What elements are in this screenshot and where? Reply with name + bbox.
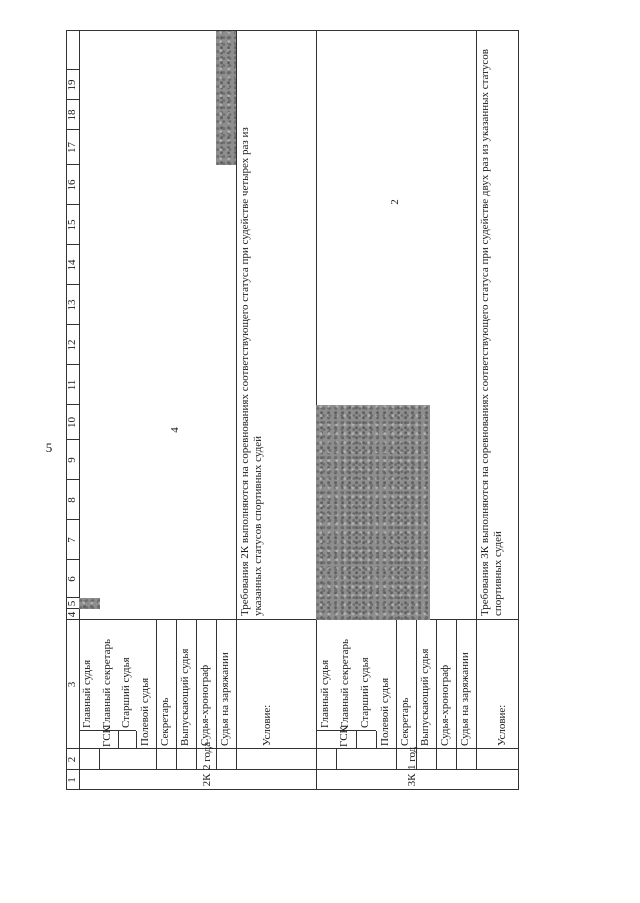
header-col13: 13 [66, 299, 78, 311]
header-col9: 9 [66, 457, 78, 463]
rule [356, 731, 357, 749]
rule [66, 748, 519, 749]
rotated-table-frame [66, 30, 519, 790]
role-release-judge: Выпускающий судья [179, 648, 191, 746]
level-3k: 3К [406, 773, 418, 787]
header-col19: 19 [66, 79, 78, 91]
rule [66, 30, 519, 31]
page-number: 5 [45, 440, 53, 455]
period-1-year: 1 год [406, 746, 418, 770]
required-count: 2 [389, 199, 401, 205]
role-chief-secretary: Главный секретарь [101, 639, 113, 728]
shaded-block [316, 405, 430, 620]
role-loading-judge: Судья на заряжании [459, 652, 471, 746]
header-col4: 4 [66, 611, 78, 618]
rule [476, 30, 477, 770]
header-col16: 16 [66, 179, 78, 191]
role-chief-secretary: Главный секретарь [339, 639, 351, 728]
gsk-label: ГСК [338, 726, 350, 747]
rule [66, 789, 519, 790]
role-chief-judge: Главный судья [81, 659, 93, 728]
role-chief-judge: Главный судья [319, 659, 331, 728]
rule [118, 731, 119, 749]
rule [99, 749, 100, 770]
rule [518, 30, 519, 790]
condition-text: Требования 3К выполняются на соревнованиях соответствующего статуса при судействе двух раз из указанных статусов спортивных судей [479, 49, 504, 616]
header-col8: 8 [66, 497, 78, 503]
rule [376, 731, 377, 749]
header-col12: 12 [66, 339, 78, 351]
header-col15: 15 [66, 219, 78, 231]
rule [79, 30, 80, 790]
rule [336, 749, 337, 770]
header-col3: 3 [66, 681, 78, 688]
role-field-judge: Полевой судья [139, 677, 151, 746]
header-col7: 7 [66, 537, 78, 543]
role-senior-judge: Старший судья [120, 657, 132, 728]
header-col6: 6 [66, 576, 78, 582]
rule [66, 619, 519, 620]
role-senior-judge: Старший судья [359, 657, 371, 728]
role-release-judge: Выпускающий судья [419, 648, 431, 746]
header-col18: 18 [66, 109, 78, 121]
role-timekeeper: Судья-хронограф [439, 664, 451, 746]
header-col2: 2 [66, 756, 78, 763]
condition-text: Требования 2К выполняются на соревнованиях соответствующего статуса при судействе четырех раз из указанных статусов спортивных судей [239, 127, 264, 616]
header-col5: 5 [66, 600, 78, 607]
gsk-label: ГСК [101, 726, 113, 747]
level-2k: 2К [201, 773, 213, 787]
qualification-table [66, 30, 519, 790]
period-2-years: 2 года [201, 741, 213, 770]
condition-label: Условие: [261, 704, 273, 746]
required-count: 4 [169, 427, 181, 433]
header-col1: 1 [66, 777, 78, 783]
header-col11: 11 [66, 379, 78, 391]
role-loading-judge: Судья на заряжании [219, 652, 231, 746]
rule [66, 769, 519, 770]
header-col14: 14 [66, 259, 78, 271]
role-field-judge: Полевой судья [379, 677, 391, 746]
shaded-cell [79, 598, 100, 609]
header-col10: 10 [66, 417, 78, 428]
rule [136, 731, 137, 749]
condition-label: Условие: [496, 704, 508, 746]
role-secretary: Секретарь [159, 697, 171, 746]
rule [236, 30, 237, 770]
role-secretary: Секретарь [399, 697, 411, 746]
shaded-block [216, 31, 236, 165]
header-col17: 17 [66, 142, 78, 153]
role-timekeeper: Судья-хронограф [199, 664, 211, 746]
